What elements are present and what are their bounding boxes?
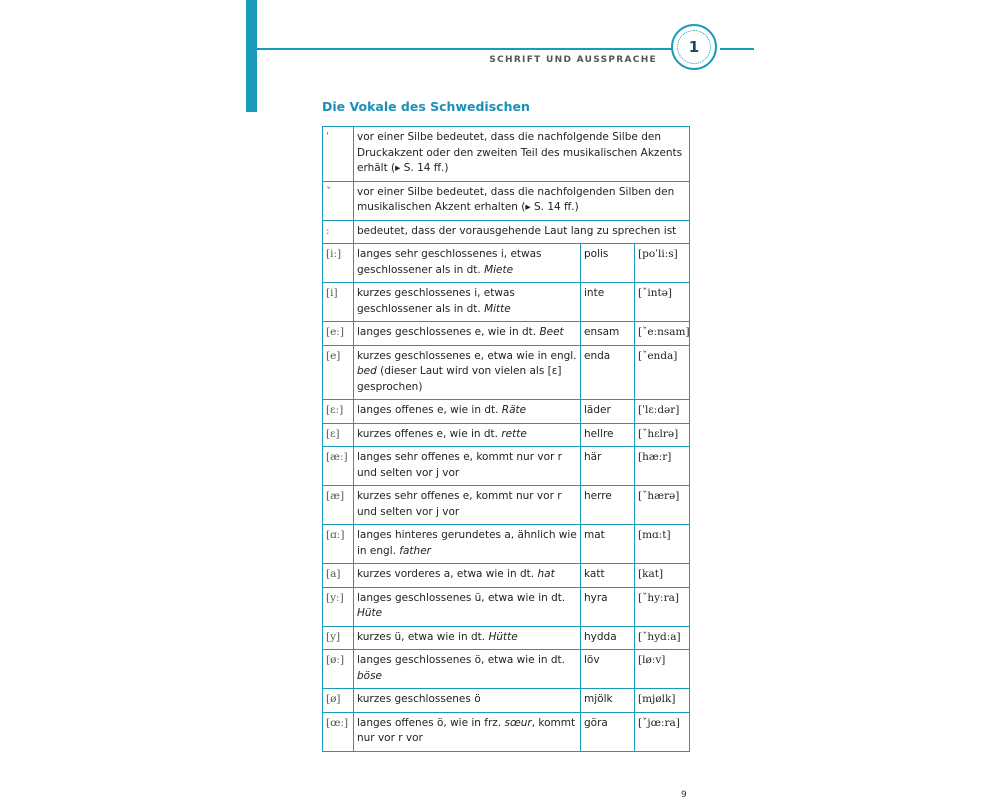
vowel-row [323,283,690,322]
chapter-badge [671,24,717,70]
description-text: langes hinteres gerundetes a, ähnlich wie in engl. [357,529,577,557]
example-word: Mitte [484,302,511,315]
example-word: Hüte [357,607,383,619]
vowel-description [354,587,581,626]
description-text: kurzes ü, etwa wie in dt. [357,630,489,643]
transcription: [ˇhyːra] [635,587,690,626]
vowel-description [354,400,581,424]
transcription: [ˇeːnsam] [635,322,690,346]
note-symbol: : [323,220,354,244]
ipa-symbol: [æ] [323,486,354,525]
description-text-tail: (dieser Laut wird von vielen als [ɛ] gesprochen) [357,365,562,393]
example-word: bed [357,365,377,377]
example-word: Beet [539,326,564,338]
ipa-symbol: [yː] [323,587,354,626]
swedish-word: mat [581,525,635,564]
note-symbol: ˈ [323,127,354,182]
note-row [323,127,690,182]
transcription: [løːv] [635,650,690,689]
section-title: Die Vokale des Schwedischen [322,99,530,114]
ipa-symbol: [øː] [323,650,354,689]
header-rule-right [720,48,754,50]
transcription: [ˇhærə] [635,486,690,525]
vowel-row [323,564,690,588]
swedish-word: inte [581,283,635,322]
note-symbol: ˇ [323,181,354,220]
transcription: [mɑːt] [635,525,690,564]
vowel-row [323,486,690,525]
swedish-word: hydda [581,626,635,650]
swedish-word: ensam [581,322,635,346]
swedish-word: herre [581,486,635,525]
ipa-symbol: [i] [323,283,354,322]
ipa-symbol: [ɛː] [323,400,354,424]
vowels-table [322,126,690,752]
ipa-symbol: [œː] [323,712,354,751]
note-text: vor einer Silbe bedeutet, dass die nachfolgenden Silben den musikalischen Akzent erhalten (▸ S. 14 ff.) [354,181,690,220]
swedish-word: enda [581,345,635,400]
vowel-description [354,322,581,346]
vowel-row [323,345,690,400]
transcription: [hæːr] [635,447,690,486]
vowel-description [354,486,581,525]
transcription: [kat] [635,564,690,588]
transcription: [ˇjœːra] [635,712,690,751]
description-text-tail: , kommt nur vor r vor [357,716,576,744]
vowel-description [354,689,581,713]
running-head: SCHRIFT UND AUSSPRACHE [489,55,657,65]
vowel-row [323,626,690,650]
example-word: rette [501,427,527,440]
vowel-row [323,400,690,424]
vowel-description [354,283,581,322]
vowel-row [323,322,690,346]
header-rule [257,48,673,50]
swedish-word: hyra [581,587,635,626]
vowel-description [354,525,581,564]
vowel-description [354,564,581,588]
transcription: [poˈliːs] [635,244,690,283]
vowel-description [354,345,581,400]
transcription: [ˇhydːa] [635,626,690,650]
transcription: [ˇhɛlrə] [635,423,690,447]
ipa-symbol: [ø] [323,689,354,713]
note-text: bedeutet, dass der vorausgehende Laut lang zu sprechen ist [354,220,690,244]
swedish-word: här [581,447,635,486]
ipa-symbol: [a] [323,564,354,588]
vowel-row [323,244,690,283]
swedish-word: göra [581,712,635,751]
example-word: böse [357,669,383,682]
vowel-row [323,423,690,447]
ipa-symbol: [e] [323,345,354,400]
swedish-word: löv [581,650,635,689]
ipa-symbol: [ɑː] [323,525,354,564]
vowel-description [354,447,581,486]
description-text: langes geschlossenes ö, etwa wie in dt. [357,654,565,666]
example-word: hat [537,568,555,580]
ipa-symbol: [æː] [323,447,354,486]
description-text: langes geschlossenes ü, etwa wie in dt. [357,591,566,604]
description-text: langes sehr geschlossenes i, etwas geschlossener als in dt. [357,248,542,276]
vowel-row [323,525,690,564]
vowel-description [354,712,581,751]
ipa-symbol: [y] [323,626,354,650]
swedish-word: hellre [581,423,635,447]
example-word: Hütte [488,630,518,643]
transcription: [mjølk] [635,689,690,713]
transcription: [ˇintə] [635,283,690,322]
description-text: kurzes offenes e, wie in dt. [357,427,502,440]
example-word: father [399,544,431,557]
description-text: kurzes vorderes a, etwa wie in dt. [357,568,538,580]
note-row [323,220,690,244]
vowel-description [354,244,581,283]
page-number: 9 [681,790,687,800]
description-text: langes offenes ö, wie in frz. [357,716,505,729]
description-text: langes offenes e, wie in dt. [357,404,502,416]
description-text: langes geschlossenes e, wie in dt. [357,326,540,338]
swedish-word: mjölk [581,689,635,713]
transcription: [ˈlɛːdər] [635,400,690,424]
vowel-description [354,626,581,650]
swedish-word: polis [581,244,635,283]
note-row [323,181,690,220]
example-word: Miete [484,263,514,276]
example-word: Räte [501,404,527,416]
swedish-word: läder [581,400,635,424]
transcription: [ˇenda] [635,345,690,400]
vowel-row [323,689,690,713]
vowel-row [323,712,690,751]
ipa-symbol: [iː] [323,244,354,283]
vowel-description [354,423,581,447]
vowel-row [323,587,690,626]
vowel-row [323,650,690,689]
vowel-row [323,447,690,486]
note-text: vor einer Silbe bedeutet, dass die nachfolgende Silbe den Druckakzent oder den zweiten Teil des musikalischen Akzents erhält (▸ S. 14 ff.) [354,127,690,182]
swedish-word: katt [581,564,635,588]
description-text: langes sehr offenes e, kommt nur vor r und selten vor j vor [357,451,562,479]
description-text: kurzes sehr offenes e, kommt nur vor r und selten vor j vor [357,490,562,518]
vowel-description [354,650,581,689]
ipa-symbol: [ɛ] [323,423,354,447]
ipa-symbol: [eː] [323,322,354,346]
side-accent-bar [246,0,257,112]
chapter-number: 1 [677,30,711,64]
example-word: sœur [504,716,532,729]
description-text: kurzes geschlossenes ö [357,693,481,705]
description-text: kurzes geschlossenes i, etwas geschlossener als in dt. [357,287,515,315]
description-text: kurzes geschlossenes e, etwa wie in engl. [357,349,577,362]
